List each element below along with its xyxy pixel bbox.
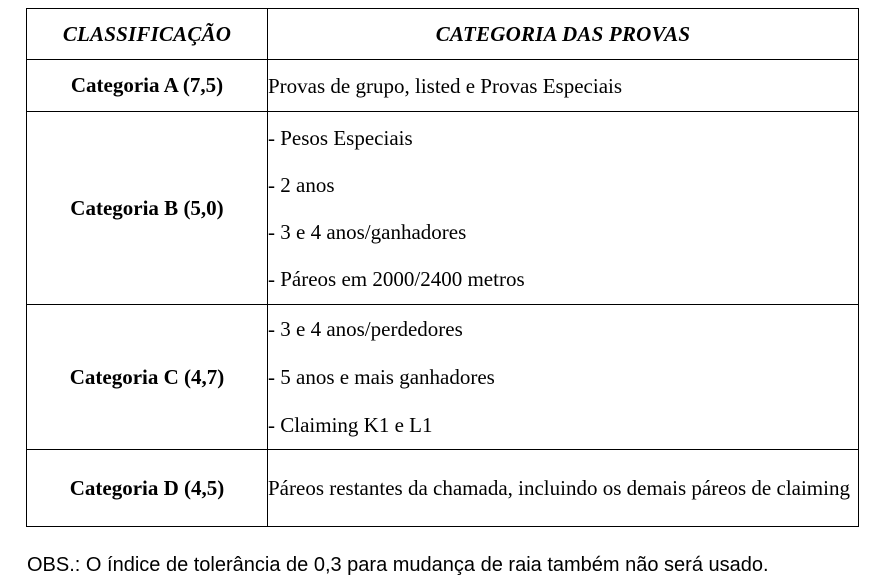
table-row <box>27 60 859 112</box>
classification-cell: Categoria B (5,0) <box>27 112 268 305</box>
classification-table <box>26 8 859 527</box>
category-cell <box>268 60 859 112</box>
table-row <box>27 305 859 450</box>
classification-cell: Categoria C (4,7) <box>27 305 268 450</box>
classification-cell: Categoria A (7,5) <box>27 60 268 112</box>
category-item: - Páreos em 2000/2400 metros <box>268 266 525 291</box>
category-item: - 3 e 4 anos/perdedores <box>268 317 463 341</box>
category-item: - Claiming K1 e L1 <box>268 413 433 437</box>
header-row <box>27 9 859 60</box>
category-cell <box>268 305 859 450</box>
category-item: - 5 anos e mais ganhadores <box>268 365 495 389</box>
table-row <box>27 450 859 527</box>
category-item: - 3 e 4 anos/ganhadores <box>268 219 467 244</box>
category-item: Páreos restantes da chamada, incluindo os demais páreos de claiming <box>268 476 850 500</box>
category-cell <box>268 450 859 527</box>
category-cell <box>268 112 859 305</box>
classification-cell: Categoria D (4,5) <box>27 450 268 527</box>
category-item: - Pesos Especiais <box>268 125 413 150</box>
table-row <box>27 112 859 305</box>
category-item: - 2 anos <box>268 172 335 197</box>
header-classification: CLASSIFICAÇÃO <box>27 9 268 60</box>
header-category: CATEGORIA DAS PROVAS <box>268 9 859 60</box>
observation-note: OBS.: O índice de tolerância de 0,3 para mudança de raia também não será usado. <box>27 554 769 576</box>
category-item: Provas de grupo, listed e Provas Especiais <box>268 73 623 98</box>
